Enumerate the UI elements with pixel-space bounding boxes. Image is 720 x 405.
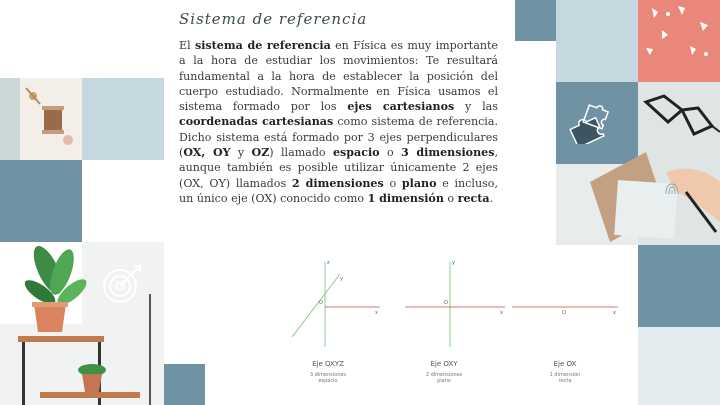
deco-block-light-top-right bbox=[556, 0, 638, 82]
caption-1d-sub1: 1 dimensión bbox=[549, 372, 581, 378]
x-axis-label: x bbox=[375, 310, 378, 316]
target-icon bbox=[98, 260, 146, 308]
caption-2d-sub1: 2 dimensiones bbox=[425, 372, 463, 378]
origin-label: O bbox=[562, 310, 566, 316]
sewing-supplies-photo bbox=[0, 78, 82, 160]
axes-1d-diagram bbox=[510, 252, 620, 352]
caption-2d-title: Eje OXY bbox=[430, 360, 458, 368]
caption-1d-title: Eje OX bbox=[553, 360, 577, 368]
caption-3d-sub2: espacio bbox=[318, 378, 338, 384]
caption-2d-sub2: plano bbox=[437, 378, 451, 384]
deco-block-light-bottom-right bbox=[638, 327, 720, 405]
slide-title: Sistema de referencia bbox=[179, 10, 368, 28]
caption-3d bbox=[298, 360, 358, 384]
origin-label: O bbox=[444, 300, 448, 306]
axes-3d-diagram bbox=[280, 252, 380, 352]
caption-3d-sub1: 3 dimensiones bbox=[309, 372, 347, 378]
x-axis-label: x bbox=[500, 310, 503, 316]
coral-pins-photo bbox=[638, 0, 720, 82]
caption-1d-sub2: recta bbox=[558, 378, 572, 384]
axes-2d-diagram bbox=[405, 252, 505, 352]
z-axis-label: z bbox=[327, 260, 330, 266]
y-axis-label: y bbox=[340, 276, 343, 282]
y-axis-line bbox=[292, 274, 340, 337]
caption-3d-title: Eje OXYZ bbox=[312, 360, 344, 368]
origin-label: O bbox=[319, 300, 323, 306]
caption-2d bbox=[414, 360, 474, 384]
body-paragraph: El sistema de referencia en Física es muy importante a la hora de estudiar los movimientos: Te resultará fundamental a la hora de establecer la posición del cuerpo estudiado. Normalmente en Física usamos el sistema formado por los ejes cartesianos y las coordenadas cartesianas como sistema de referencia. Dicho sistema está formado por 3 ejes perpendiculares (OX, OY y OZ) llamado espacio o 3 dimensiones, aunque también es posible utilizar únicamente 2 ejes (OX, OY) llamados 2 dimensiones o plano e incluso, un único eje (OX) conocido como 1 dimensión o recta. bbox=[179, 39, 498, 205]
deco-block-dark-bottom-left bbox=[164, 364, 205, 405]
deco-block-light-top-left bbox=[82, 78, 164, 160]
x-axis-label: x bbox=[613, 310, 616, 316]
deco-block-dark-top-right bbox=[515, 0, 556, 41]
y-axis-label: y bbox=[452, 260, 455, 266]
caption-1d bbox=[535, 360, 595, 384]
deco-block-dark-left bbox=[0, 160, 82, 242]
fingerprint-icon bbox=[660, 174, 684, 204]
puzzle-icon bbox=[566, 104, 610, 144]
deco-block-dark-right bbox=[638, 245, 720, 327]
